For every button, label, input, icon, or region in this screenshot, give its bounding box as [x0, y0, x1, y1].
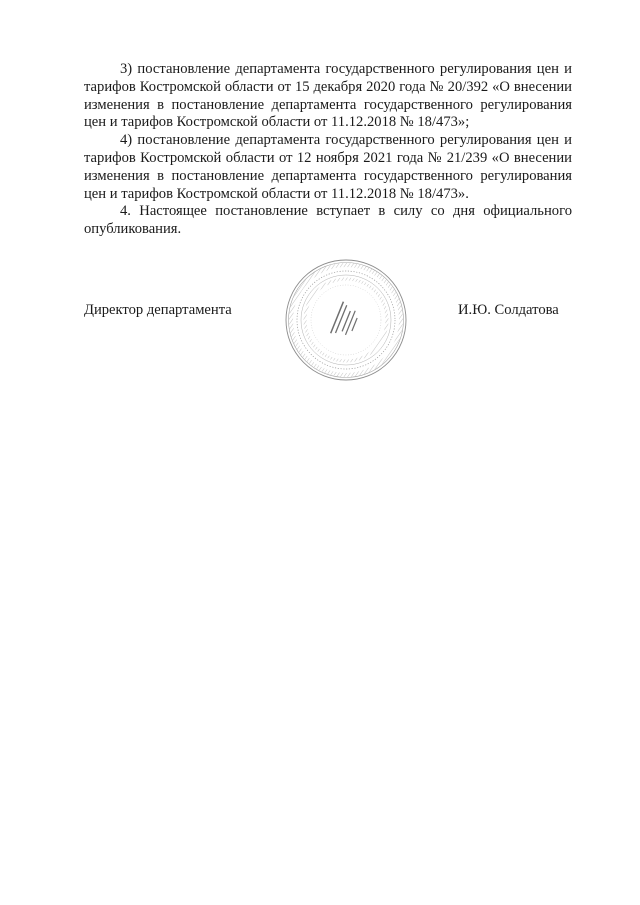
- signatory-position: Директор департамента: [84, 302, 232, 318]
- paragraph-effective-date: 4. Настоящее постановление вступает в силу со дня официального опубликования.: [84, 203, 572, 238]
- official-seal-stamp: [284, 258, 408, 382]
- paragraph-item-3: 3) постановление департамента государственного регулирования цен и тарифов Костромской области от 15 декабря 2020 года № 20/392 «О внесении изменения в постановление департамента государственного регулирования цен и тарифов Костромской области от 11.12.2018 № 18/473»;: [84, 61, 572, 131]
- document-body: [84, 61, 572, 239]
- signatory-name: И.Ю. Солдатова: [458, 302, 559, 318]
- paragraph-item-4: 4) постановление департамента государственного регулирования цен и тарифов Костромской области от 12 ноября 2021 года № 21/239 «О внесении изменения в постановление департамента государственного регулирования цен и тарифов Костромской области от 11.12.2018 № 18/473».: [84, 132, 572, 202]
